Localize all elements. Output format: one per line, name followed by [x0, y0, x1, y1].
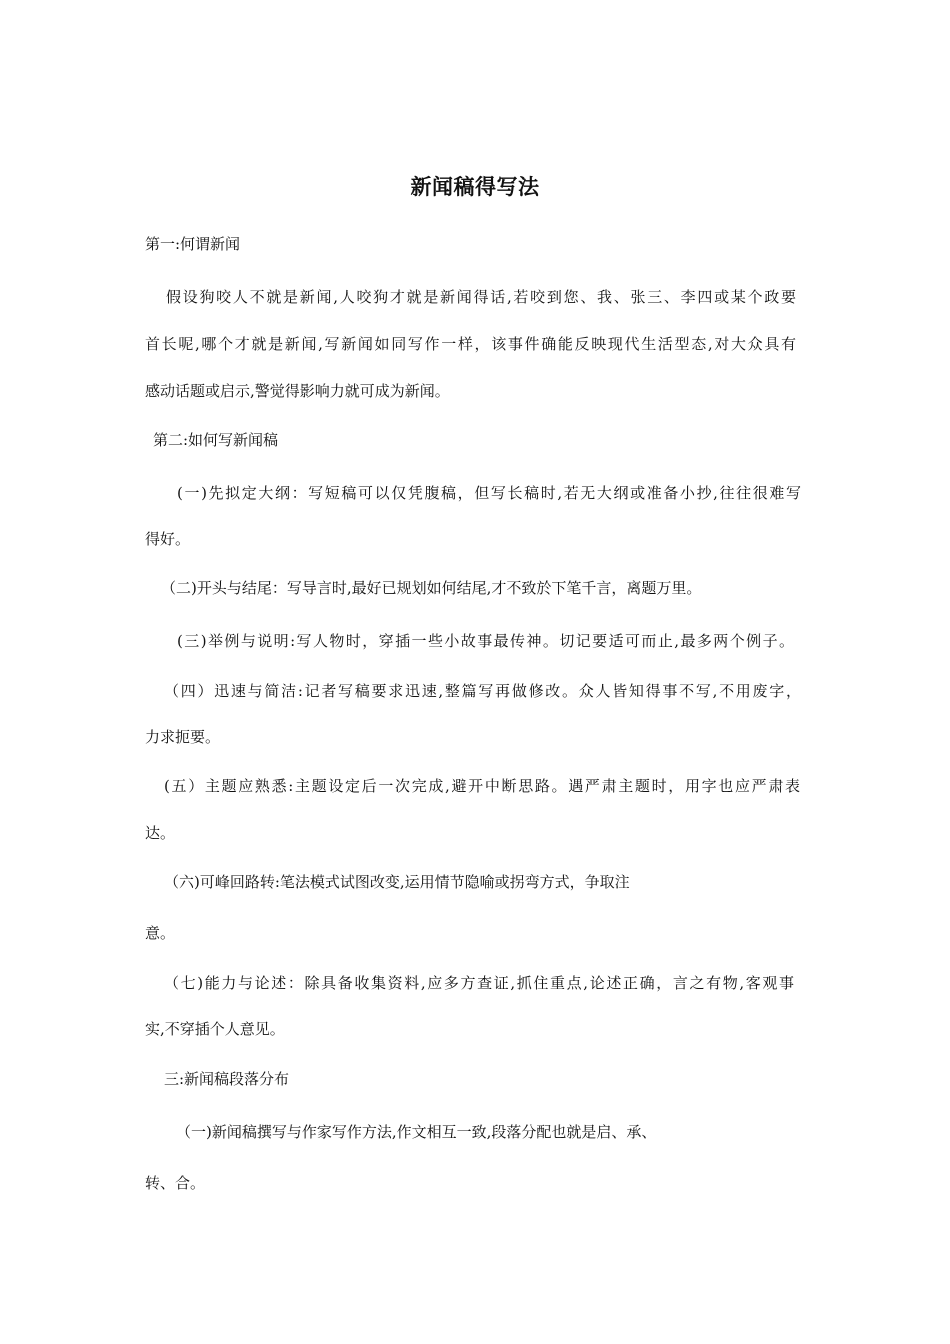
- paragraph-line: 达。: [145, 824, 176, 842]
- paragraph-line: （六)可峰回路转:笔法模式试图改变,运用情节隐喻或拐弯方式，争取注: [164, 873, 630, 891]
- paragraph-line: (三)举例与说明:写人物时，穿插一些小故事最传神。切记要适可而止,最多两个例子。: [177, 632, 794, 650]
- paragraph-line: 意。: [145, 924, 176, 942]
- paragraph-line: (五）主题应熟悉:主题设定后一次完成,避开中断思路。遇严肃主题时，用字也应严肃表: [164, 777, 800, 795]
- paragraph-line: 得好。: [145, 530, 191, 548]
- paragraph-line: 假设狗咬人不就是新闻,人咬狗才就是新闻得话,若咬到您、我、张三、李四或某个政要: [166, 288, 796, 306]
- paragraph-line: 实,不穿插个人意见。: [145, 1020, 285, 1038]
- paragraph-line: (一)先拟定大纲：写短稿可以仅凭腹稿，但写长稿时,若无大纲或准备小抄,往往很难写: [177, 484, 801, 502]
- section-heading: 第二:如何写新闻稿: [153, 431, 279, 449]
- paragraph-line: 感动话题或启示,警觉得影响力就可成为新闻。: [145, 382, 450, 400]
- document-title: 新闻稿得写法: [410, 175, 540, 199]
- paragraph-line: （七)能力与论述：除具备收集资料,应多方查证,抓住重点,论述正确，言之有物,客观事: [164, 974, 794, 992]
- paragraph-line: （四）迅速与简洁:记者写稿要求迅速,整篇写再做修改。众人皆知得事不写,不用废字，: [164, 682, 801, 700]
- section-heading: 三:新闻稿段落分布: [164, 1070, 290, 1088]
- paragraph-line: 首长呢,哪个才就是新闻,写新闻如同写作一样，该事件确能反映现代生活型态,对大众具有: [145, 335, 796, 353]
- paragraph-line: （一)新闻稿撰写与作家写作方法,作文相互一致,段落分配也就是启、承、: [176, 1123, 657, 1141]
- paragraph-line: （二)开头与结尾：写导言时,最好已规划如何结尾,才不致於下笔千言，离题万里。: [161, 579, 702, 597]
- paragraph-line: 转、合。: [145, 1174, 206, 1192]
- section-heading: 第一:何谓新闻: [145, 235, 241, 253]
- paragraph-line: 力求扼要。: [145, 728, 221, 746]
